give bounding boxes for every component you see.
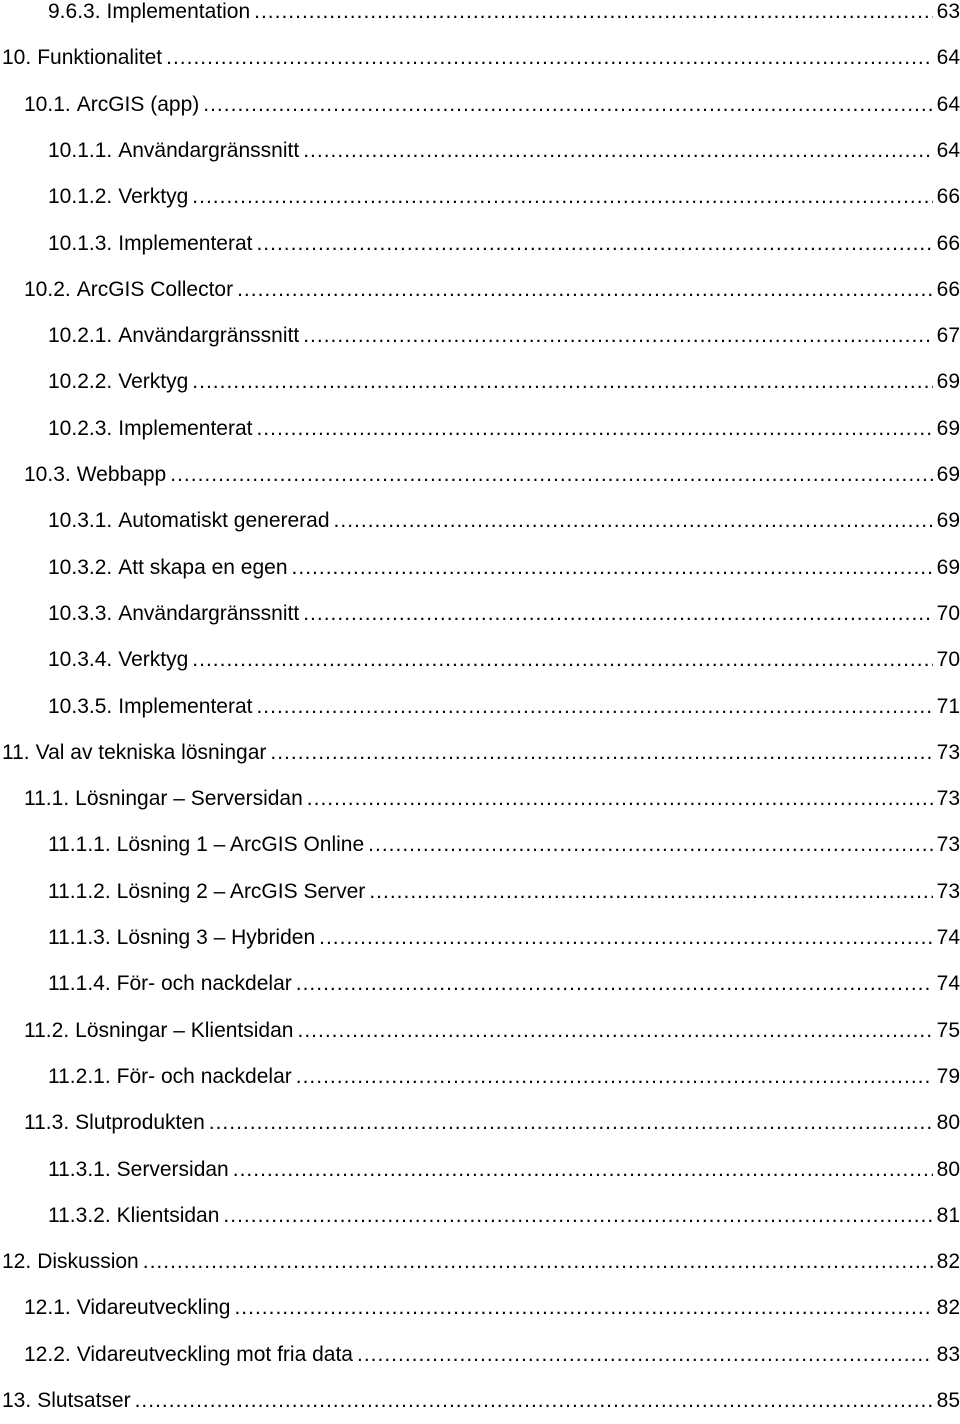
toc-entry[interactable] [0, 1193, 960, 1239]
toc-entry[interactable] [0, 730, 960, 776]
toc-entry[interactable] [0, 591, 960, 637]
toc-entry[interactable] [0, 915, 960, 961]
toc-dot-leader [135, 1388, 933, 1414]
toc-entry-content [48, 323, 960, 349]
toc-entry[interactable] [0, 1378, 960, 1424]
toc-entry-title: Diskussion [37, 1250, 139, 1274]
toc-entry-content [2, 740, 960, 766]
toc-entry[interactable] [0, 822, 960, 868]
toc-entry-content [48, 0, 960, 25]
toc-entry-title: Implementation [106, 0, 251, 23]
toc-entry-number: 10.2. [24, 277, 71, 301]
toc-entry-page-number: 63 [936, 0, 960, 23]
toc-entry-number: 11.3.2. [48, 1203, 111, 1227]
toc-entry-title: Implementerat [118, 231, 253, 255]
toc-entry-number: 11.3.1. [48, 1157, 111, 1181]
toc-dot-leader [307, 786, 933, 812]
toc-entry-title: ArcGIS Collector [76, 277, 234, 301]
toc-entry-content [24, 92, 960, 118]
toc-entry-title: Webbapp [76, 463, 167, 486]
toc-entry-content [2, 1249, 960, 1275]
toc-dot-leader [209, 1110, 933, 1136]
toc-entry-content [48, 416, 960, 442]
toc-entry-page-number: 66 [936, 185, 960, 209]
toc-entry[interactable] [0, 174, 960, 220]
toc-entry-content [48, 647, 960, 673]
toc-entry-title: Klientsidan [116, 1203, 220, 1227]
toc-entry[interactable] [0, 1285, 960, 1331]
toc-entry-page-number: 73 [936, 833, 960, 857]
toc-entry-number: 11.1.3. [48, 926, 111, 949]
toc-entry-content [48, 1157, 960, 1183]
toc-dot-leader [303, 601, 932, 627]
toc-entry-page-number: 66 [936, 231, 960, 255]
toc-entry-page-number: 73 [936, 740, 960, 764]
toc-entry-content [24, 1018, 960, 1044]
toc-entry-page-number: 83 [936, 1342, 960, 1366]
toc-entry-content [48, 231, 960, 257]
toc-entry-number: 10.3.5. [48, 694, 113, 718]
toc-entry-content [48, 184, 960, 210]
toc-dot-leader [223, 1203, 932, 1229]
toc-entry-page-number: 70 [936, 601, 960, 625]
toc-entry-page-number: 64 [936, 92, 960, 116]
toc-dot-leader [256, 694, 932, 720]
toc-entry-title: Implementerat [118, 416, 253, 440]
toc-dot-leader [319, 925, 933, 951]
toc-entry-content [24, 1342, 960, 1368]
toc-entry-title: Att skapa en egen [118, 555, 288, 579]
toc-dot-leader [237, 277, 933, 303]
toc-entry-title: Lösning 1 – ArcGIS Online [116, 833, 365, 857]
toc-entry[interactable] [0, 359, 960, 405]
toc-entry-content [48, 601, 960, 627]
toc-dot-leader [369, 879, 932, 905]
toc-entry-content [48, 1064, 960, 1090]
toc-entry-content [2, 45, 960, 71]
toc-entry-title: Implementerat [118, 694, 253, 718]
toc-dot-leader [233, 1157, 933, 1183]
toc-entry-title: Vidareutveckling mot fria data [76, 1342, 353, 1366]
toc-entry[interactable] [0, 869, 960, 915]
toc-dot-leader [292, 555, 933, 581]
toc-entry-number: 12.2. [24, 1342, 71, 1366]
toc-entry-number: 10.1.2. [48, 185, 113, 209]
toc-dot-leader [143, 1249, 933, 1275]
toc-entry-title: För- och nackdelar [116, 972, 292, 996]
toc-entry[interactable] [0, 221, 960, 267]
toc-dot-leader [296, 971, 933, 997]
toc-entry-page-number: 73 [936, 879, 960, 903]
toc-dot-leader [166, 45, 933, 71]
toc-entry-number: 13. [2, 1389, 32, 1412]
toc-entry-number: 11. [2, 740, 30, 764]
toc-dot-leader [357, 1342, 933, 1368]
toc-entry-content [2, 1388, 960, 1414]
toc-entry-title: Automatiskt genererad [118, 509, 330, 533]
toc-dot-leader [256, 231, 932, 257]
toc-entry[interactable] [0, 776, 960, 822]
toc-entry[interactable] [0, 1100, 960, 1146]
toc-entry-page-number: 74 [936, 926, 960, 949]
toc-entry-page-number: 82 [936, 1296, 960, 1320]
toc-entry-page-number: 74 [936, 972, 960, 996]
toc-entry-page-number: 80 [936, 1111, 960, 1135]
toc-entry-content [48, 694, 960, 720]
toc-entry-page-number: 71 [936, 694, 960, 718]
toc-entry-content [48, 138, 960, 164]
toc-entry-number: 10.3.1. [48, 509, 113, 533]
toc-dot-leader [192, 369, 932, 395]
toc-entry-number: 10.3. [24, 463, 71, 486]
toc-entry-number: 11.2.1. [48, 1064, 111, 1088]
toc-entry-page-number: 81 [936, 1203, 960, 1227]
toc-entry-page-number: 69 [936, 416, 960, 440]
toc-dot-leader [254, 0, 933, 25]
toc-entry-title: Serversidan [116, 1157, 229, 1181]
toc-entry-number: 10.1. [24, 92, 71, 116]
toc-entry-title: Vidareutveckling [76, 1296, 231, 1320]
toc-dot-leader [368, 832, 932, 858]
toc-entry-title: Användargränssnitt [118, 138, 300, 162]
toc-entry-page-number: 80 [936, 1157, 960, 1181]
toc-dot-leader [334, 508, 933, 534]
toc-entry-title: Slutsatser [37, 1389, 131, 1412]
toc-entry-page-number: 64 [936, 46, 960, 70]
toc-entry-number: 10. [2, 46, 32, 70]
toc-entry-number: 10.3.3. [48, 601, 113, 625]
toc-entry-content [48, 508, 960, 534]
toc-entry-number: 10.1.1. [48, 138, 113, 162]
toc-dot-leader [203, 92, 932, 118]
toc-entry-number: 11.1.4. [48, 972, 111, 996]
toc-entry-number: 9.6.3. [48, 0, 101, 23]
toc-entry-title: ArcGIS (app) [76, 92, 200, 116]
toc-entry-page-number: 67 [936, 324, 960, 348]
toc-dot-leader [170, 462, 932, 488]
toc-entry[interactable] [0, 1008, 960, 1054]
toc-entry-page-number: 82 [936, 1250, 960, 1274]
toc-entry-page-number: 66 [936, 277, 960, 301]
toc-entry-title: Funktionalitet [37, 46, 163, 70]
toc-entry-title: Lösning 3 – Hybriden [116, 926, 316, 949]
toc-entry-number: 12. [2, 1250, 32, 1274]
toc-entry-content [48, 925, 960, 951]
toc-entry[interactable] [0, 313, 960, 359]
toc-entry[interactable] [0, 684, 960, 730]
toc-entry-content [24, 277, 960, 303]
toc-entry-number: 12.1. [24, 1296, 71, 1320]
toc-entry[interactable] [0, 0, 960, 35]
toc-entry[interactable] [0, 961, 960, 1007]
toc-entry-content [24, 462, 960, 488]
toc-entry-page-number: 69 [936, 509, 960, 533]
toc-entry-number: 10.3.2. [48, 555, 113, 579]
toc-entry-number: 10.3.4. [48, 648, 113, 672]
toc-dot-leader [192, 184, 932, 210]
toc-entry-content [48, 971, 960, 997]
toc-entry-title: Verktyg [118, 370, 189, 394]
toc-entry-number: 11.1.1. [48, 833, 111, 857]
toc-dot-leader [192, 647, 932, 673]
toc-dot-leader [297, 1018, 932, 1044]
toc-entry-page-number: 69 [936, 555, 960, 579]
toc-dot-leader [270, 740, 932, 766]
toc-entry-title: Lösningar – Serversidan [75, 787, 303, 811]
toc-entry-content [24, 1295, 960, 1321]
toc-entry-title: För- och nackdelar [116, 1064, 292, 1088]
toc-entry-content [48, 879, 960, 905]
toc-entry-title: Lösning 2 – ArcGIS Server [116, 879, 366, 903]
toc-entry-page-number: 73 [936, 787, 960, 811]
toc-entry-page-number: 70 [936, 648, 960, 672]
toc-entry-page-number: 75 [936, 1018, 960, 1042]
toc-dot-leader [303, 323, 932, 349]
toc-entry[interactable] [0, 1054, 960, 1100]
toc-entry[interactable] [0, 128, 960, 174]
toc-entry-content [48, 555, 960, 581]
toc-entry-number: 10.2.2. [48, 370, 113, 394]
toc-entry[interactable] [0, 1239, 960, 1285]
toc-dot-leader [234, 1295, 932, 1321]
toc-entry-title: Verktyg [118, 185, 189, 209]
toc-entry-number: 11.3. [24, 1111, 70, 1135]
toc-entry-number: 11.1.2. [48, 879, 111, 903]
toc-entry[interactable] [0, 498, 960, 544]
toc-entry[interactable] [0, 267, 960, 313]
toc-entry-content [48, 1203, 960, 1229]
toc-entry-number: 11.1. [24, 787, 70, 811]
toc-entry[interactable] [0, 637, 960, 683]
toc-dot-leader [303, 138, 932, 164]
toc-entry[interactable] [0, 406, 960, 452]
toc-entry-content [24, 786, 960, 812]
toc-entry-number: 10.2.3. [48, 416, 113, 440]
toc-entry-page-number: 69 [936, 463, 960, 486]
toc-dot-leader [256, 416, 932, 442]
toc-entry[interactable] [0, 545, 960, 591]
toc-entry-page-number: 69 [936, 370, 960, 394]
toc-entry-page-number: 85 [936, 1389, 960, 1412]
toc-entry[interactable] [0, 82, 960, 128]
toc-entry-title: Verktyg [118, 648, 189, 672]
toc-entry-title: Användargränssnitt [118, 324, 300, 348]
toc-entry-number: 10.1.3. [48, 231, 113, 255]
toc-entry-number: 10.2.1. [48, 324, 113, 348]
toc-entry-page-number: 79 [936, 1064, 960, 1088]
toc-entry-title: Slutprodukten [75, 1111, 205, 1135]
toc-entry[interactable] [0, 452, 960, 498]
toc-entry-title: Lösningar – Klientsidan [75, 1018, 294, 1042]
toc-entry-number: 11.2. [24, 1018, 70, 1042]
toc-entry-content [48, 832, 960, 858]
toc-entry[interactable] [0, 35, 960, 81]
toc-entry-title: Användargränssnitt [118, 601, 300, 625]
toc-entry-content [24, 1110, 960, 1136]
toc-entry[interactable] [0, 1332, 960, 1378]
toc-entry-page-number: 64 [936, 138, 960, 162]
toc-dot-leader [296, 1064, 933, 1090]
toc-entry-content [48, 369, 960, 395]
toc-entry[interactable] [0, 1147, 960, 1193]
toc-entry-title: Val av tekniska lösningar [35, 740, 267, 764]
